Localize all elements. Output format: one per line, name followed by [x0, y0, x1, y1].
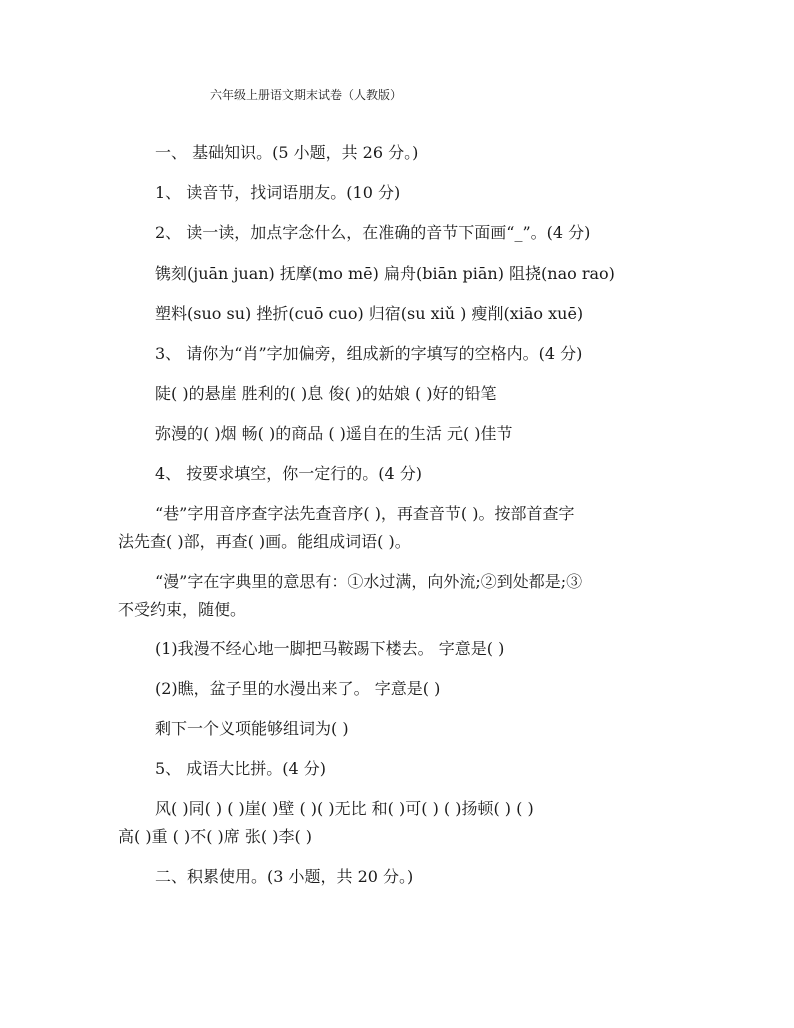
paragraph-xiang-line-2: 法先查( )部，再查( )画。能组成词语( )。 [118, 532, 411, 551]
pinyin-row-2: 塑料(suo su) 挫折(cuō cuo) 归宿(su xiǔ ) 瘦削(xiāo xuē) [155, 304, 584, 323]
sub-question-3: 剩下一个义项能够组词为( ) [155, 719, 349, 738]
question-1: 1、 读音节，找词语朋友。(10 分) [155, 183, 401, 202]
paragraph-man-line-1: “漫”字在字典里的意思有：①水过满，向外流;②到处都是;③ [155, 572, 583, 591]
idiom-row-1: 风( )同( ) ( )崖( )壁 ( )( )无比 和( )可( ) ( )扬顿( ) ( ) [155, 799, 534, 818]
question-5: 5、 成语大比拼。(4 分) [155, 759, 327, 778]
pinyin-row-1: 镌刻(juān juan) 抚摩(mo mē) 扁舟(biān piān) 阻挠(nao rao) [155, 264, 615, 283]
fill-row-2: 弥漫的( )烟 畅( )的商品 ( )遥自在的生活 元( )佳节 [155, 424, 513, 443]
fill-row-1: 陡( )的悬崖 胜利的( )息 俊( )的姑娘 ( )好的铅笔 [155, 384, 497, 403]
paragraph-man-line-2: 不受约束，随便。 [118, 600, 247, 619]
document-title: 六年级上册语文期末试卷（人教版） [210, 88, 403, 102]
paragraph-xiang-line-1: “巷”字用音序查字法先查音序( )，再查音节( )。按部首查字 [155, 504, 575, 523]
question-4: 4、 按要求填空，你一定行的。(4 分) [155, 464, 423, 483]
section-1-heading: 一、 基础知识。(5 小题，共 26 分。) [155, 143, 419, 162]
question-3: 3、 请你为“肖”字加偏旁，组成新的字填写的空格内。(4 分) [155, 344, 583, 363]
question-2: 2、 读一读，加点字念什么，在准确的音节下面画“_”。(4 分) [155, 223, 591, 242]
sub-question-2: (2)瞧，盆子里的水漫出来了。 字意是( ) [155, 679, 441, 698]
sub-question-1: (1)我漫不经心地一脚把马鞍踢下楼去。 字意是( ) [155, 639, 505, 658]
section-2-heading: 二、积累使用。(3 小题，共 20 分。) [155, 867, 414, 886]
idiom-row-2: 高( )重 ( )不( )席 张( )李( ) [118, 827, 313, 846]
